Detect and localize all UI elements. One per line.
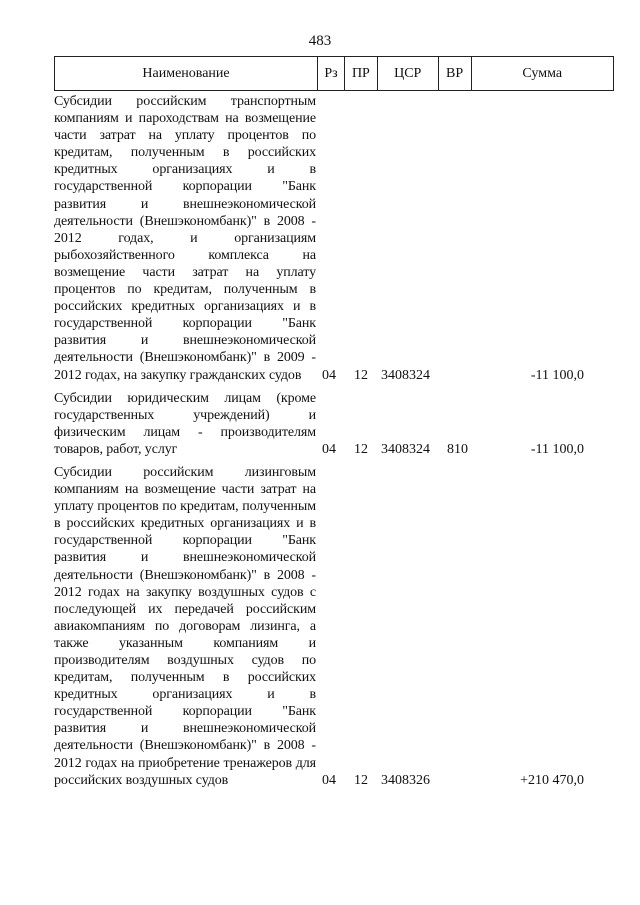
header-sum: Сумма: [522, 65, 563, 81]
table-header: [54, 56, 614, 91]
row-csr: 3408326: [381, 772, 430, 788]
row-csr: 3408324: [381, 441, 430, 457]
row-sum: +210 470,0: [520, 772, 584, 788]
row-pr: 12: [354, 367, 368, 383]
header-vr: ВР: [439, 57, 472, 90]
table-row: [54, 464, 614, 789]
table-body: [54, 93, 614, 795]
page-number: 483: [308, 33, 332, 49]
header-name: Наименование: [55, 57, 318, 90]
row-sum: -11 100,0: [530, 441, 584, 457]
table-row: [54, 390, 614, 458]
row-sum: -11 100,0: [530, 367, 584, 383]
row-name: Субсидии российским лизинговым компаниям на возмещение части затрат на уплату процентов по кредитам, полученным в российских кредитных организациях и в государственной корпорации "Банк развития и внешнеэкономической деятельности (Внешэкономбанк)" в 2008 - 2012 годах на закупку воздушных судов с последующей их передачей российским авиакомпаниям по договорам лизинга, а также указанным компаниям и производителям воздушных судов по кредитам, полученным в российских кредитных организациях и в государственной корпорации "Банк развития и внешнеэкономической деятельности (Внешэкономбанк)" в 2008 - 2012 годах на приобретение тренажеров для российских воздушных судов: [54, 464, 316, 788]
row-pr: 12: [354, 772, 368, 788]
row-vr: 810: [447, 441, 468, 457]
row-rz: 04: [322, 441, 336, 457]
header-pr: ПР: [345, 57, 378, 90]
row-codes: [54, 772, 614, 789]
header-rz: Рз: [318, 57, 345, 90]
row-name: Субсидии юридическим лицам (кроме государственных учреждений) и физическим лицам - производителям товаров, работ, услуг: [54, 390, 316, 457]
row-rz: 04: [322, 772, 336, 788]
row-name: Субсидии российским транспортным компаниям и пароходствам на возмещение части затрат на уплату процентов по кредитам, полученным в российских кредитных организациях и в государственной корпорации "Банк развития и внешнеэкономической деятельности (Внешэкономбанк)" в 2008 - 2012 годах, и организациям рыбохозяйственного комплекса на возмещение части затрат на уплату процентов по кредитам, полученным в российских кредитных организациях и в государственной корпорации "Банк развития и внешнеэкономической деятельности (Внешэкономбанк)" в 2009 - 2012 годах, на закупку гражданских судов: [54, 94, 316, 383]
row-csr: 3408324: [381, 367, 430, 383]
table-row: [54, 93, 614, 384]
row-pr: 12: [354, 441, 368, 457]
row-rz: 04: [322, 367, 336, 383]
row-codes: [54, 367, 614, 384]
header-csr: ЦСР: [378, 57, 439, 90]
row-codes: [54, 441, 614, 458]
